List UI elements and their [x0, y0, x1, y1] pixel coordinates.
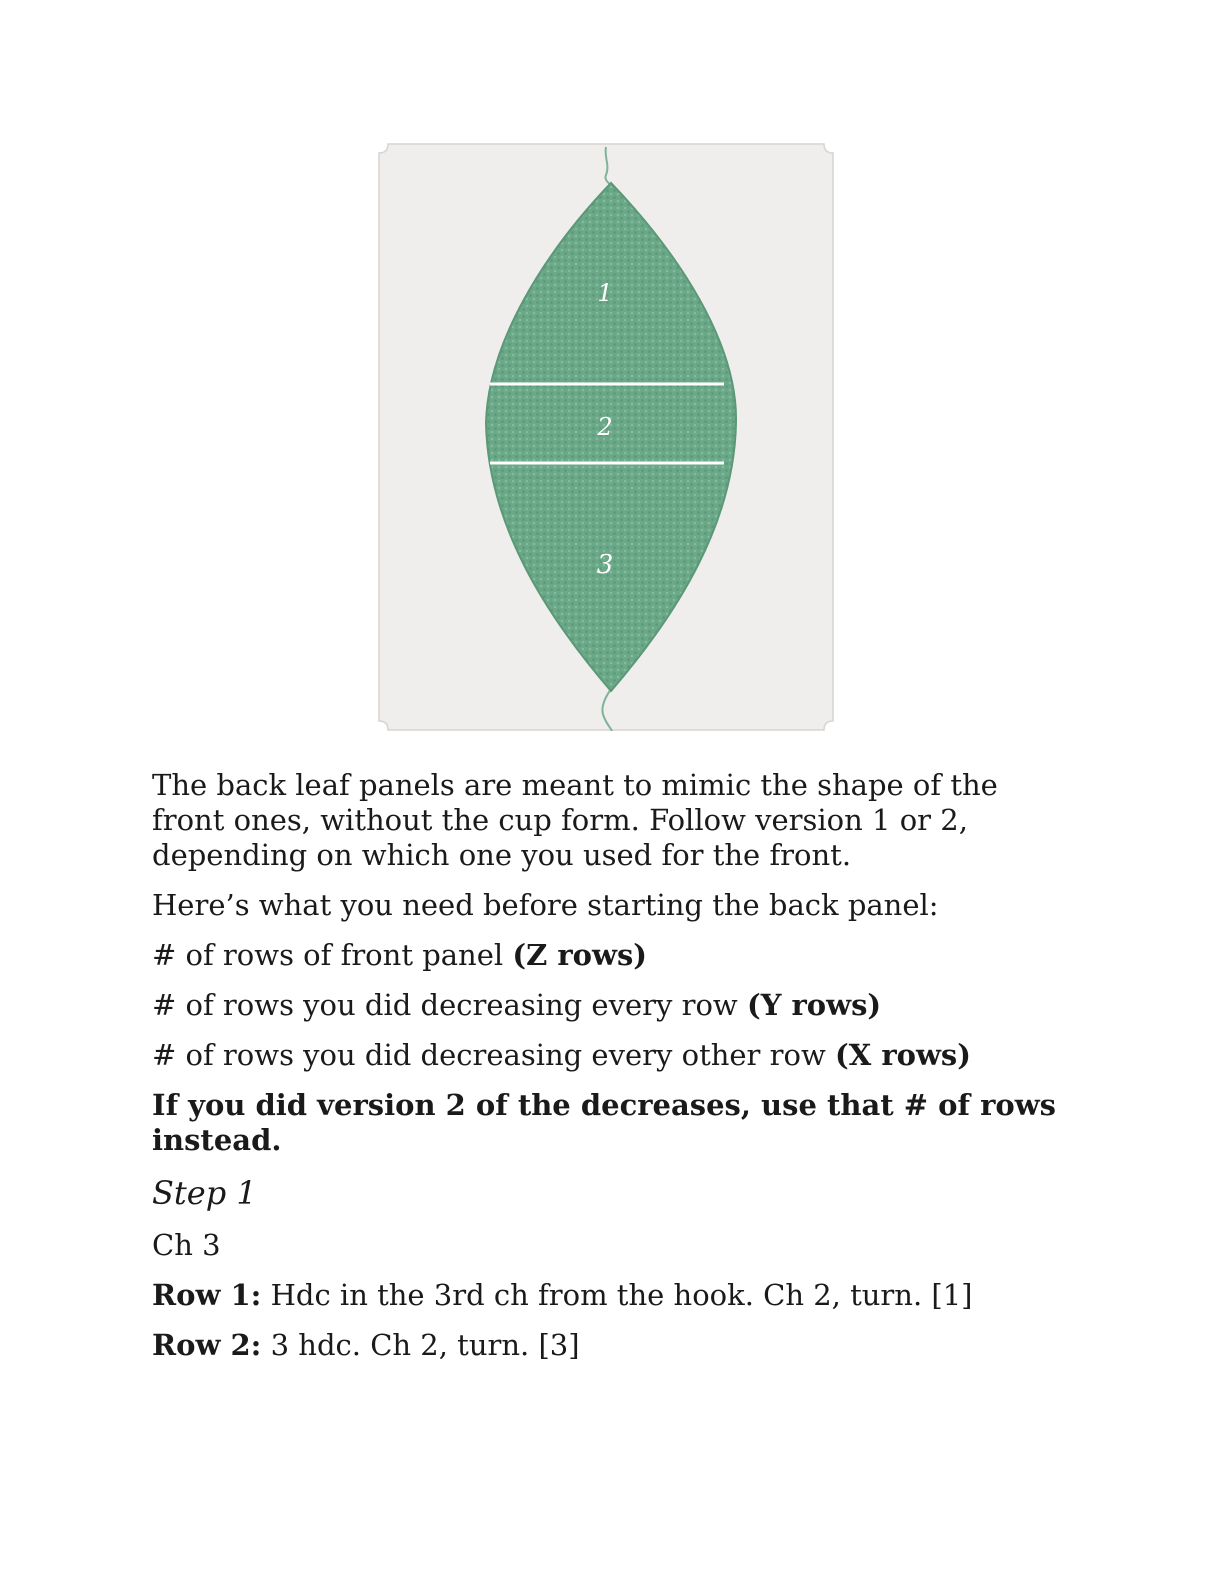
- section-label-1: 1: [597, 279, 613, 307]
- section-label-2: 2: [597, 413, 613, 441]
- requirement-item: # of rows of front panel (Z rows): [152, 938, 648, 972]
- instructions-text: [152, 768, 1072, 1378]
- row-instruction: Row 2: 3 hdc. Ch 2, turn. [3]: [152, 1328, 580, 1362]
- row-instruction: Row 1: Hdc in the 3rd ch from the hook. Ch 2, turn. [1]: [152, 1278, 973, 1312]
- requirement-item: # of rows you did decreasing every other row (X rows): [152, 1038, 971, 1072]
- section-label-3: 3: [596, 550, 614, 580]
- leaf-panel-photo: [378, 143, 834, 731]
- need-line: Here’s what you need before starting the back panel:: [152, 888, 939, 922]
- intro-paragraph: The back leaf panels are meant to mimic the shape of the front ones, without the cup form. Follow version 1 or 2, depending on which one you used for the front.: [152, 768, 998, 872]
- chain-instruction: Ch 3: [152, 1228, 221, 1262]
- version-note: If you did version 2 of the decreases, use that # of rows instead.: [152, 1088, 1056, 1157]
- step-heading: Step 1: [152, 1174, 257, 1212]
- requirement-item: # of rows you did decreasing every row (Y rows): [152, 988, 882, 1022]
